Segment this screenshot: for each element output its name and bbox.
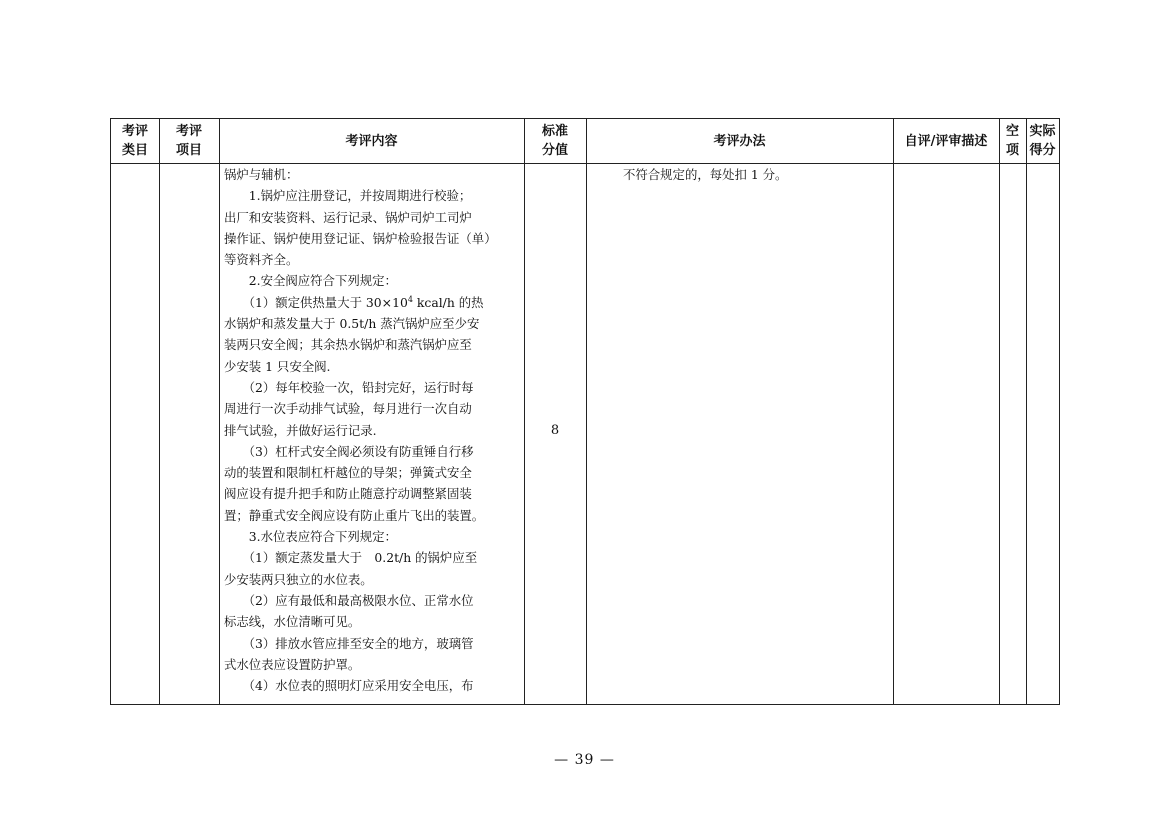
col-divider: [586, 119, 587, 704]
content-line: 阀应设有提升把手和防止随意拧动调整紧固装: [224, 486, 472, 502]
evaluation-table: [110, 118, 1060, 705]
superscript: 4: [407, 294, 413, 304]
header-text: 类目: [121, 143, 148, 158]
content-line: 1.锅炉应注册登记，并按周期进行校验；: [224, 188, 472, 204]
content-line: 操作证、锅炉使用登记证、锅炉检验报告证（单）: [224, 230, 497, 246]
content-line: （2）每年校验一次，铅封完好，运行时每: [224, 379, 474, 395]
col-divider: [999, 119, 1000, 704]
col-divider: [524, 119, 525, 704]
content-line: 2.安全阀应符合下列规定：: [224, 273, 397, 289]
content-line: 少安装两只独立的水位表。: [224, 571, 373, 587]
content-line: 周进行一次手动排气试验，每月进行一次自动: [224, 401, 472, 417]
header-text: 项: [1005, 143, 1019, 158]
method-cell: [586, 165, 894, 185]
content-cell: [224, 164, 524, 704]
header-text: 标准: [541, 124, 568, 139]
content-line-text: （1）额定供热量大于 30×10: [224, 294, 408, 310]
header-text: 得分: [1029, 143, 1056, 158]
content-line: 出厂和安装资料、运行记录、锅炉司炉工司炉: [224, 209, 472, 225]
content-line: 动的装置和限制杠杆越位的导架；弹簧式安全: [224, 465, 472, 481]
standard-score-value: 8: [550, 423, 560, 438]
content-line: 等资料齐全。: [224, 252, 299, 268]
header-text: 考评: [121, 124, 148, 139]
header-text: 考评: [175, 124, 202, 139]
content-line: （3）排放水管应排至安全的地方，玻璃管: [224, 635, 474, 651]
header-actual-score: [1026, 119, 1059, 163]
content-line-text: kcal/h 的热: [412, 294, 484, 310]
content-line: （4）水位表的照明灯应采用安全电压，布: [224, 678, 474, 694]
header-empty-item: [999, 119, 1026, 163]
content-line: [224, 292, 524, 313]
content-line: （2）应有最低和最高极限水位、正常水位: [224, 592, 474, 608]
header-standard-score: [524, 119, 586, 163]
header-content: 考评内容: [345, 133, 398, 149]
col-divider: [219, 119, 220, 704]
col-divider: [159, 119, 160, 704]
content-line: 少安装 1 只安全阀.: [224, 358, 331, 374]
header-method: 考评办法: [713, 133, 766, 149]
content-line: 式水位表应设置防护罩。: [224, 656, 361, 672]
header-category: [111, 119, 159, 163]
method-text: 不符合规定的，每处扣 1 分。: [623, 167, 788, 182]
content-line: 水锅炉和蒸发量大于 0.5t/h 蒸汽锅炉应至少安: [224, 316, 480, 332]
header-text: 分值: [541, 143, 568, 158]
header-text: 空: [1005, 124, 1019, 139]
header-text: 项目: [175, 143, 202, 158]
content-line: 标志线，水位清晰可见。: [224, 614, 361, 630]
content-line: 置；静重式安全阀应设有防止重片飞出的装置。: [224, 507, 485, 523]
content-line: 3.水位表应符合下列规定：: [224, 529, 397, 545]
content-line: （3）杠杆式安全阀必须设有防重锤自行移: [224, 443, 474, 459]
header-item: [159, 119, 219, 163]
content-line: 装两只安全阀；其余热水锅炉和蒸汽锅炉应至: [224, 337, 472, 353]
col-divider: [1026, 119, 1027, 704]
page-number: — 39 —: [554, 752, 615, 768]
content-line: 排气试验，并做好运行记录.: [224, 422, 377, 438]
content-line: 锅炉与辅机：: [224, 167, 299, 182]
header-text: 实际: [1029, 124, 1056, 139]
col-divider: [893, 119, 894, 704]
content-line: （1）额定蒸发量大于 0.2t/h 的锅炉应至: [224, 550, 478, 566]
header-self-review: 自评/评审描述: [904, 133, 988, 149]
